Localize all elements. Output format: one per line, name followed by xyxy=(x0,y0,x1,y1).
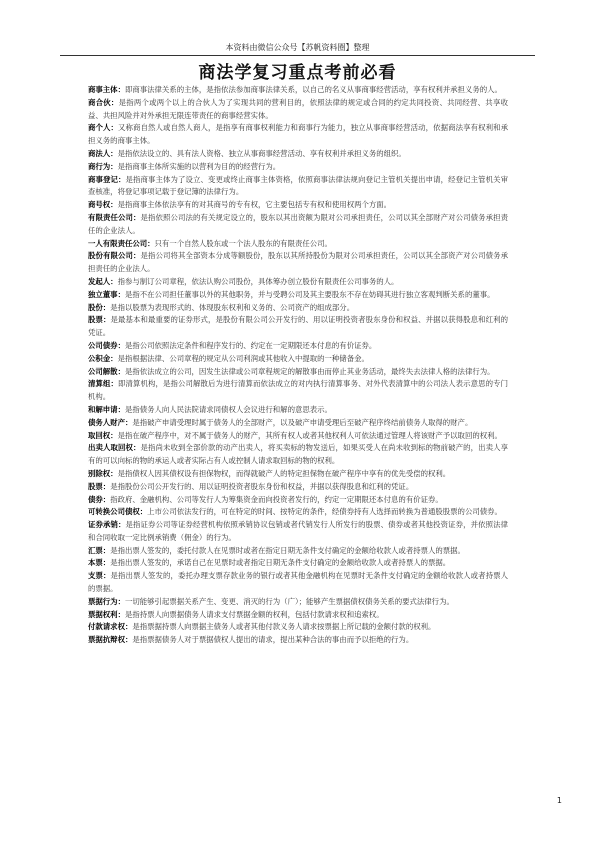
definition-entry xyxy=(88,545,508,558)
definition-term: 商个人： xyxy=(88,123,119,133)
definition-entry xyxy=(88,506,508,519)
definition-term: 股份有限公司： xyxy=(88,251,141,261)
definition-entry xyxy=(88,404,508,417)
definition-entry xyxy=(88,340,508,353)
definition-entry xyxy=(88,199,508,212)
page-number: 1 xyxy=(556,796,562,805)
definition-text: 是指证券公司等证券经营机构依照承销协议包销或者代销发行人所发行的股票、债券或者其他投资证券，并依照法律和合同收取一定比例承销费（佣金）的行为。 xyxy=(88,520,508,542)
header-note: 本资料由微信公众号【苏帆资料圈】整理 xyxy=(225,43,370,52)
definition-term: 商事登记： xyxy=(88,174,126,184)
definition-term: 债务人财产： xyxy=(88,417,133,427)
definition-entry xyxy=(88,122,508,148)
definition-text: 上市公司依法发行的，可在特定的时间、按特定的条件，经债券持有人选择而转换为普通股股票的公司债券。 xyxy=(147,507,502,517)
definition-text: 是指出票人签发的，承诺自己在见票时或者指定日期无条件支付确定的金额给收款人或者持票人的票据。 xyxy=(110,558,451,568)
definition-entry xyxy=(88,289,508,302)
definition-term: 票据行为： xyxy=(88,596,125,606)
definition-text: 是指以股票为表现形式的、体现股东权利和义务的、公司资产的组成部分。 xyxy=(110,302,355,312)
definition-term: 股份： xyxy=(88,302,111,312)
definition-text: 是指商事主体依法享有的对其商号的专有权，它主要包括专有权和使用权两个方面。 xyxy=(117,200,392,210)
definition-entry xyxy=(88,442,508,468)
definition-term: 可转换公司债权： xyxy=(88,507,148,517)
definition-text: 是指出票人签发的，委托付款人在见票时或者在指定日期无条件支付确定的金额给收款人或者持票人的票据。 xyxy=(110,545,465,555)
definition-term: 清算组： xyxy=(88,379,119,389)
definition-entry xyxy=(88,238,508,251)
definition-term: 票据抗辩权： xyxy=(88,635,133,645)
definition-entry xyxy=(88,276,508,289)
definition-term: 出卖人取回权： xyxy=(88,443,141,453)
definition-text: 是指破产申请受理时属于债务人的全部财产，以及破产申请受理后至破产程序终结前债务人取得的财产。 xyxy=(132,417,473,427)
definition-entry xyxy=(88,302,508,315)
definition-term: 商法人： xyxy=(88,148,118,158)
definition-text: 只有一个自然人股东或一个法人股东的有限责任公司。 xyxy=(154,238,332,248)
definition-entry xyxy=(88,609,508,622)
definition-text: 指参与制订公司章程，依法认购公司股份，具体筹办创立股份有限责任公司事务的人。 xyxy=(117,276,399,286)
definition-term: 商号权： xyxy=(88,200,118,210)
definition-text: 是指不在公司担任董事以外的其他职务，并与受聘公司及其主要股东不存在妨碍其进行独立客观判断关系的董事。 xyxy=(124,289,495,299)
definition-term: 股票： xyxy=(88,315,111,325)
definition-entry xyxy=(88,570,508,596)
definition-entry xyxy=(88,430,508,443)
definition-term: 支票： xyxy=(88,571,111,581)
definition-list xyxy=(88,84,508,647)
definition-entry xyxy=(88,494,508,507)
definition-text: 是指公司将其全部资本分成等额股份，股东以其所持股份为限对公司承担责任，公司以其全部资产对公司债务承担责任的企业法人。 xyxy=(88,251,508,274)
definition-entry xyxy=(88,557,508,570)
definition-term: 付款请求权： xyxy=(88,622,133,632)
definition-text: 即商事法律关系的主体，是指依法参加商事法律关系，以自己的名义从事商事经营活动，享有权利并承担义务的人。 xyxy=(124,85,502,94)
definition-entry xyxy=(88,161,508,174)
definition-entry xyxy=(88,378,508,404)
definition-entry xyxy=(88,596,508,609)
definition-term: 公司债券： xyxy=(88,340,125,350)
definition-text: 一切能够引起票据关系产生、变更、消灭的行为（广）；能够产生票据债权债务关系的要式法律行为。 xyxy=(124,596,454,606)
definition-text: 是指依照公司法的有关规定设立的，股东以其出资额为限对公司承担责任，公司以其全部财产对公司债务承担责任的企业法人。 xyxy=(88,212,508,235)
definition-term: 证券承销： xyxy=(88,520,126,530)
definition-text: 是指债权人因其债权设有担保物权，而得就破产人的特定担保物在破产程序中享有的优先受偿的权利。 xyxy=(117,468,451,478)
definition-entry xyxy=(88,366,508,379)
definition-text: 是指出票人签发的，委托办理支票存款业务的银行或者其他金融机构在见票时无条件支付确定的金额给收款人或者持票人的票据。 xyxy=(88,571,508,594)
definition-term: 公司解散： xyxy=(88,366,125,376)
definition-term: 债券： xyxy=(88,494,111,504)
definition-entry xyxy=(88,481,508,494)
page-title: 商法学复习重点考前必看 xyxy=(198,63,397,83)
definition-text: 是指根据法律、公司章程的规定从公司利润或其他收入中提取的一种储备金。 xyxy=(117,353,369,363)
definition-entry xyxy=(88,417,508,430)
definition-text: 是指持票人向票据债务人请求支付票据金额的权利，包括付款请求权和追索权。 xyxy=(124,609,384,619)
definition-text: 是指依法设立的、具有法人资格、独立从事商事经营活动、享有权利并承担义务的组织。 xyxy=(117,148,406,158)
definition-term: 汇票： xyxy=(88,545,111,555)
definition-term: 商事主体： xyxy=(88,85,125,94)
definition-entry xyxy=(88,634,508,647)
definition-term: 股票： xyxy=(88,481,111,491)
definition-text: 是指公司依照法定条件和程序发行的、约定在一定期限还本付息的有价证券。 xyxy=(124,340,377,350)
definition-term: 取回权： xyxy=(88,430,118,440)
definition-term: 商合伙： xyxy=(88,97,119,107)
definition-entry xyxy=(88,314,508,340)
definition-term: 发起人： xyxy=(88,276,118,286)
definition-term: 票据权利： xyxy=(88,609,125,619)
definition-entry xyxy=(88,174,508,200)
definition-text: 是指商事主体为了设立、变更或终止商事主体资格，依照商事法律法规向登记主管机关提出申请，经登记主管机关审查核准，将登记事项记载于登记簿的法律行为。 xyxy=(88,174,508,197)
definition-term: 有限责任公司： xyxy=(88,212,141,222)
definition-text: 是指依法成立的公司，因发生法律或公司章程规定的解散事由而停止其业务活动，最终失去法律人格的法律行为。 xyxy=(124,366,495,376)
definition-text: 是指票据持票人向票据主债务人或者其他付款义务人请求按票据上所记载的金额付款的权利。 xyxy=(132,622,436,632)
definition-entry xyxy=(88,84,508,97)
definition-entry xyxy=(88,519,508,545)
definition-entry xyxy=(88,621,508,634)
definition-text: 是指尚未收到全部价款的动产出卖人，将买卖标的物发送后，如果买受人在尚未收到标的物前破产的，出卖人享有的可以向标的物的承运人或者实际占有人或控制人请求取回标的物的权利。 xyxy=(88,443,508,466)
definition-text: 又称商自然人或自然人商人，是指享有商事权利能力和商事行为能力，独立从事商事经营活动，依据商法享有权利和承担义务的商事主体。 xyxy=(88,123,508,146)
definition-text: 是最基本和最重要的证券形式，是股份有限公司公开发行的、用以证明投资者股东身份和权益、并据以获得股息和红利的凭证。 xyxy=(88,315,508,338)
definition-text: 即清算机构，是指公司解散后为进行清算而依法成立的对内执行清算事务、对外代表清算中的公司法人表示意思的专门机构。 xyxy=(88,379,508,402)
definition-text: 指政府、金融机构、公司等发行人为筹集资金而向投资者发行的，约定一定期限还本付息的有价证券。 xyxy=(110,494,443,504)
definition-text: 是指票据债务人对于票据债权人提出的请求，提出某种合法的事由而予以拒绝的行为。 xyxy=(132,635,414,645)
definition-term: 公积金： xyxy=(88,353,118,363)
definition-term: 和解申请： xyxy=(88,404,125,414)
definition-text: 是指股份公司公开发行的、用以证明投资者股东身份和权益，并据以获得股息和红利的凭证。 xyxy=(110,481,414,491)
definition-entry xyxy=(88,250,508,276)
definition-entry xyxy=(88,468,508,481)
definition-text: 是指债务人向人民法院请求同债权人会议进行和解的意思表示。 xyxy=(124,404,332,414)
definition-text: 是指两个或两个以上的合伙人为了实现共同的营利目的，依照法律的规定或合同的约定共同投资、共同经营、共享收益、共担风险并对外承担无限连带责任的商事经营实体。 xyxy=(88,97,508,120)
definition-term: 本票： xyxy=(88,558,111,568)
definition-term: 商行为： xyxy=(88,161,118,171)
definition-term: 独立董事： xyxy=(88,289,125,299)
definition-term: 别除权： xyxy=(88,468,118,478)
definition-entry xyxy=(88,212,508,238)
definition-text: 是指商事主体所实施的以营利为目的的经营行为。 xyxy=(117,161,281,171)
definition-entry xyxy=(88,148,508,161)
definition-term: 一人有限责任公司： xyxy=(88,238,155,248)
definition-entry xyxy=(88,97,508,123)
header-divider xyxy=(60,55,535,56)
definition-entry xyxy=(88,353,508,366)
definition-text: 是指在破产程序中，对不属于债务人的财产，其所有权人或者其他权利人可依法通过管理人将该财产予以取回的权利。 xyxy=(117,430,502,440)
